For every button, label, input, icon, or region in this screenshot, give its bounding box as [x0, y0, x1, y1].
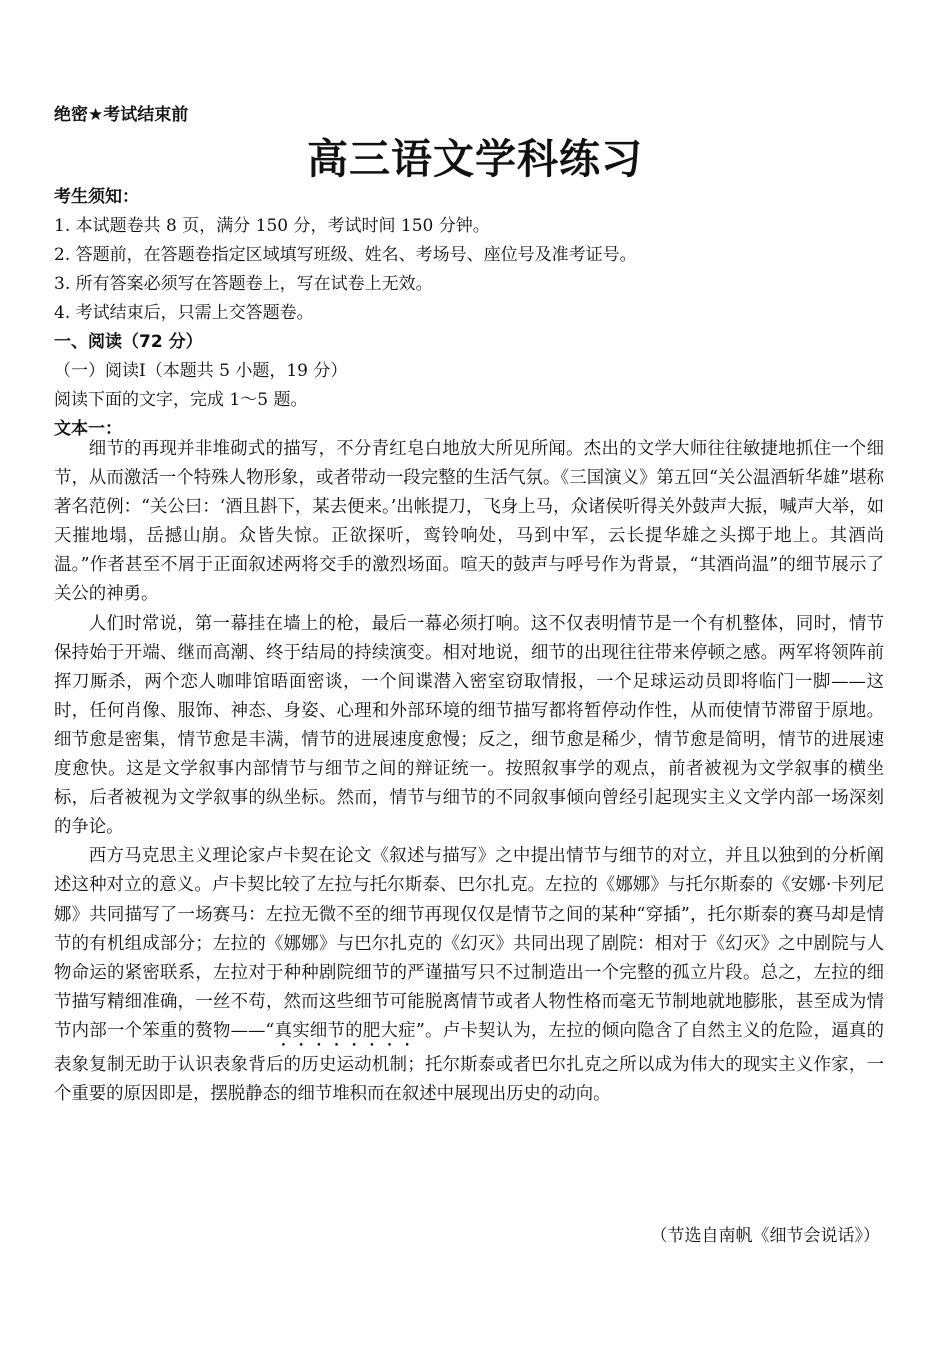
paragraph-3-text-after: ”。卢卡契认为，左拉的倾向隐含了自然主义的危险，逼真的表象复制无助于认识表象背后的历史运动机制；托尔斯泰或者巴尔扎克之所以成为伟大的现实主义作家，一个重要的原因即是，摆脱静态的细节堆积而在叙述中展现出历史的动向。: [54, 1020, 884, 1104]
passage-paragraph-1: 细节的再现并非堆砌式的描写，不分青红皂白地放大所见所闻。杰出的文学大师往往敏捷地抓住一个细节，从而激活一个特殊人物形象，或者带动一段完整的生活气氛。《三国演义》第五回“关公温酒斩华雄”堪称著名范例：“关公曰：‘酒且斟下，某去便来。’出帐提刀，飞身上马，众诸侯听得关外鼓声大振，喊声大举，如天摧地塌，岳撼山崩。众皆失惊。正欲探听，鸾铃响处，马到中军，云长提华雄之头掷于地上。其酒尚温。”作者甚至不屑于正面叙述两将交手的激烈场面。喧天的鼓声与呼号作为背景，“其酒尚温”的细节展示了关公的神勇。: [54, 439, 884, 605]
confidential-mark: 绝密★考试结束前: [54, 105, 189, 125]
notice-item: 4. 考试结束后，只需上交答题卷。: [54, 303, 314, 323]
passage-paragraph-2: 人们时常说，第一幕挂在墙上的枪，最后一幕必须打响。这不仅表明情节是一个有机整体，同时，情节保持始于开端、继而高潮、终于结局的持续演变。相对地说，细节的出现往往带来停顿之感。两军将领阵前挥刀厮杀，两个恋人咖啡馆晤面密谈，一个间谍潜入密室窃取情报，一个足球运动员即将临门一脚——这时，任何肖像、服饰、神态、身姿、心理和外部环境的细节描写都将暂停动作性，从而使情节滞留于原地。细节愈是密集，情节愈是丰满，情节的进展速度愈慢；反之，细节愈是稀少，情节愈是简明，情节的进展速度愈快。这是文学叙事内部情节与细节之间的辩证统一。按照叙事学的观点，前者被视为文学叙事的横坐标，后者被视为文学叙事的纵坐标。然而，情节与细节的不同叙事倾向曾经引起现实主义文学内部一场深刻的争论。: [54, 613, 884, 838]
reading-instruction: 阅读下面的文字，完成 1～5 题。: [54, 390, 308, 410]
emphasized-phrase: 真实细节的肥大症: [274, 1020, 416, 1041]
text-label: 文本一：: [54, 419, 122, 439]
page-title: 高三语文学科练习: [307, 135, 643, 183]
notice-item: 2. 答题前，在答题卷指定区域填写班级、姓名、考场号、座位号及准考证号。: [54, 245, 637, 265]
notice-heading: 考生须知：: [54, 187, 139, 207]
paragraph-3-text-before: 西方马克思主义理论家卢卡契在论文《叙述与描写》之中提出情节与细节的对立，并且以独到的分析阐述这种对立的意义。卢卡契比较了左拉与托尔斯泰、巴尔扎克。左拉的《娜娜》与托尔斯泰的《安娜·卡列尼娜》共同描写了一场赛马：左拉无微不至的细节再现仅仅是情节之间的某种“穿插”，托尔斯泰的赛马却是情节的有机组成部分；左拉的《娜娜》与巴尔扎克的《幻灭》共同出现了剧院：相对于《幻灭》之中剧院与人物命运的紧密联系，左拉对于种种剧院细节的严谨描写只不过制造出一个完整的孤立片段。总之，左拉的细节描写精细准确，一丝不苟，然而这些细节可能脱离情节或者人物性格而毫无节制地就地膨胀，甚至成为情节内部一个笨重的赘物——“: [54, 846, 884, 1041]
passage-source: （节选自南帆《细节会说话》）: [650, 1226, 880, 1246]
notice-item: 1. 本试题卷共 8 页，满分 150 分，考试时间 150 分钟。: [54, 216, 490, 236]
section-heading: 一、阅读（72 分）: [54, 332, 203, 352]
exam-notice: [54, 183, 904, 444]
notice-item: 3. 所有答案必须写在答题卷上，写在试卷上无效。: [54, 274, 433, 294]
section-subheading: （一）阅读Ⅰ（本题共 5 小题，19 分）: [54, 361, 348, 381]
passage-paragraph-3: [54, 842, 884, 1109]
passage: [54, 435, 884, 1109]
